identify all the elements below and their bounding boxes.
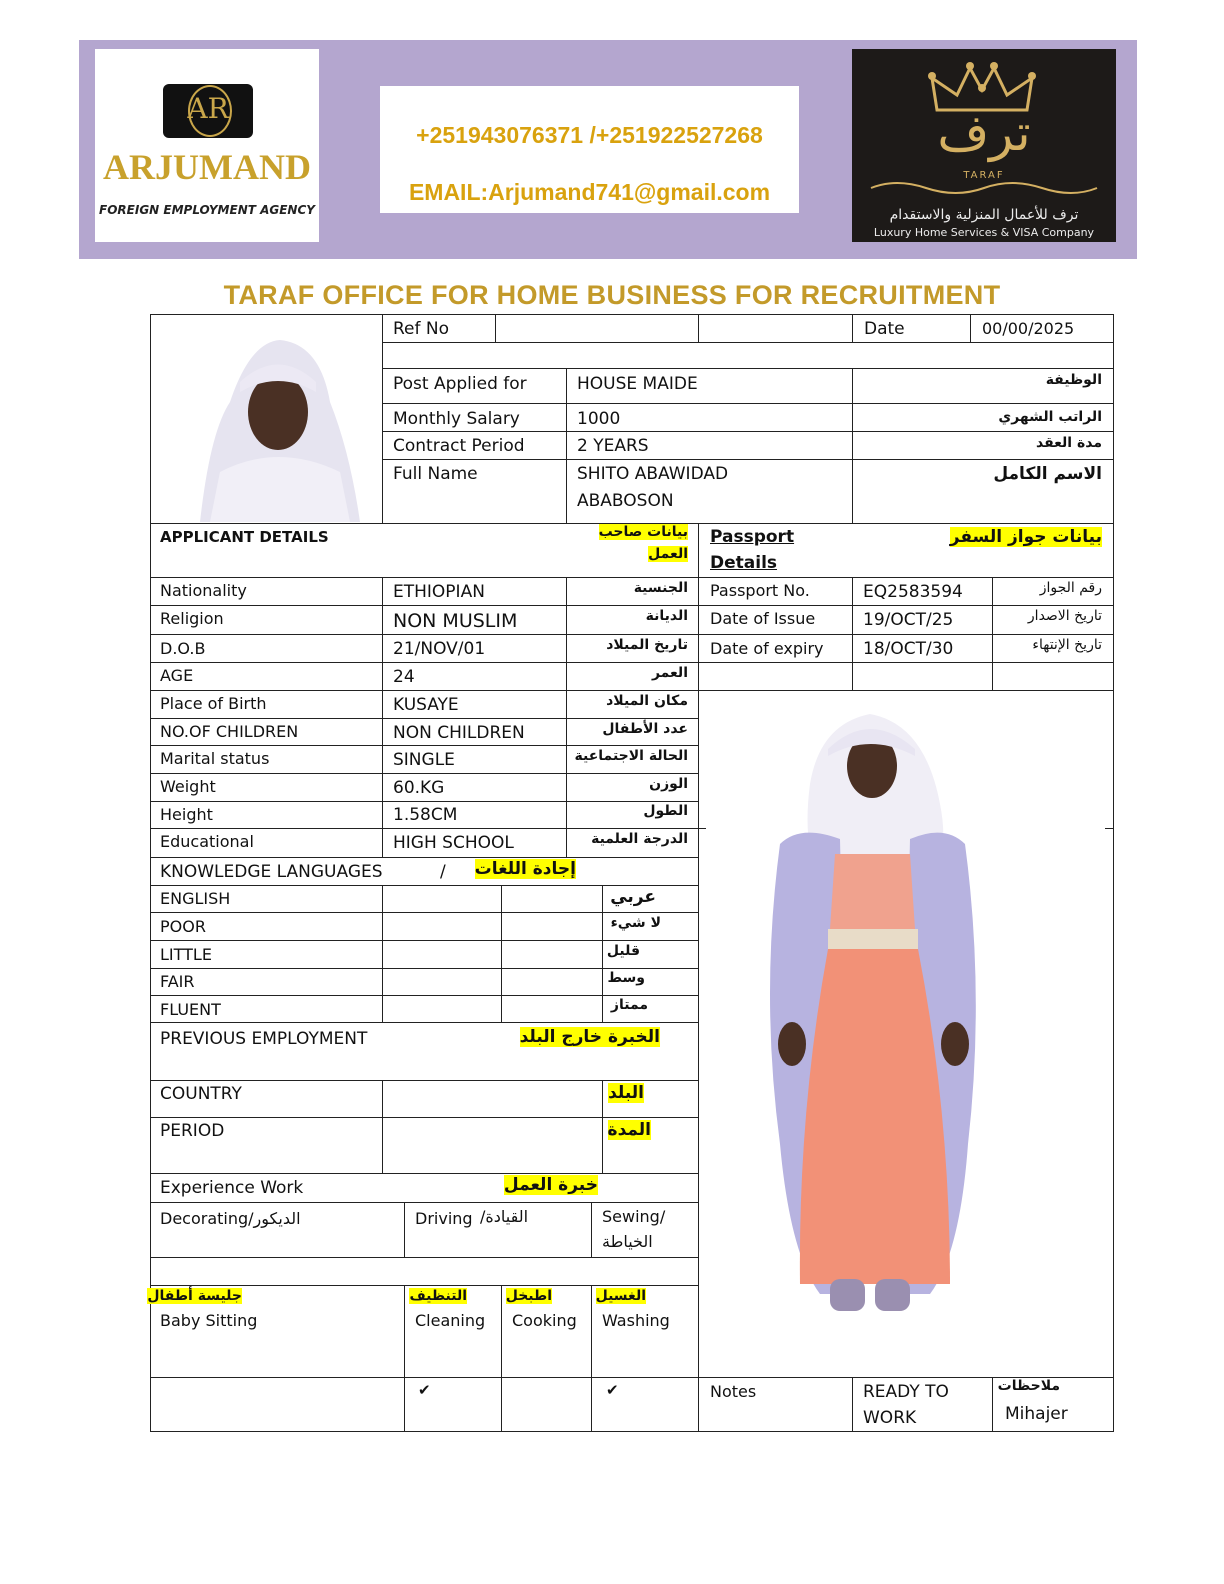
age-label: AGE — [160, 666, 194, 685]
lang-level-fair: FAIR — [160, 972, 195, 991]
full-name-label: Full Name — [393, 464, 478, 484]
check-icon-washing: ✔ — [606, 1381, 619, 1399]
applicant-full-body-photo — [710, 694, 1105, 1334]
skill-cooking: Cooking — [512, 1311, 577, 1330]
notes-label: Notes — [710, 1382, 757, 1401]
nationality-value: ETHIOPIAN — [393, 582, 485, 602]
lang-level-little-ar: قليل — [606, 943, 640, 959]
date-of-expiry-ar: تاريخ الإنتهاء — [1032, 637, 1102, 653]
previous-employment-heading: PREVIOUS EMPLOYMENT — [160, 1029, 368, 1049]
period-label: PERIOD — [160, 1121, 225, 1141]
date-of-issue-value: 19/OCT/25 — [863, 610, 954, 630]
passport-no-ar: رقم الجواز — [1039, 580, 1102, 596]
arjumand-name: ARJUMAND — [103, 147, 311, 187]
lang-english: ENGLISH — [160, 889, 231, 908]
experience-heading-ar: خبرة العمل — [503, 1175, 598, 1195]
height-label: Height — [160, 805, 213, 824]
taraf-tagline-ar: ترف للأعمال المنزلية والاستقدام — [889, 207, 1079, 223]
lang-arabic: عربي — [610, 887, 656, 907]
skill-sewing-line2: الخياطة — [602, 1232, 653, 1251]
post-applied-value: HOUSE MAIDE — [577, 374, 698, 394]
religion-ar: الديانة — [645, 608, 688, 624]
skill-driving: Driving — [415, 1209, 473, 1228]
date-label: Date — [864, 319, 905, 339]
height-value: 1.58CM — [393, 805, 458, 825]
passport-no-value: EQ2583594 — [863, 582, 963, 602]
passport-heading-2: Details — [710, 553, 778, 573]
applicant-portrait-photo — [170, 322, 370, 522]
languages-heading: KNOWLEDGE LANGUAGES — [160, 862, 383, 882]
educational-ar: الدرجة العلمية — [591, 831, 688, 847]
skill-decorating: Decorating/الديكور — [160, 1209, 301, 1228]
age-ar: العمر — [651, 665, 688, 681]
date-of-issue-label: Date of Issue — [710, 609, 816, 628]
lang-level-fluent: FLUENT — [160, 1000, 221, 1019]
passport-heading-1: Passport — [710, 527, 795, 547]
ref-no-label: Ref No — [393, 319, 450, 339]
weight-label: Weight — [160, 777, 216, 796]
monthly-salary-label: Monthly Salary — [393, 409, 520, 429]
lang-level-fluent-ar: ممتاز — [610, 997, 648, 1013]
nationality-ar: الجنسية — [633, 580, 688, 596]
ornament-icon — [866, 178, 1102, 198]
post-applied-label: Post Applied for — [393, 374, 527, 394]
skill-sewing-line1: Sewing/ — [602, 1207, 666, 1226]
skill-cleaning-ar: التنظيف — [409, 1288, 467, 1304]
passport-no-label: Passport No. — [710, 581, 810, 600]
taraf-english-logo: TARAF — [963, 170, 1005, 181]
dob-ar: تاريخ الميلاد — [606, 637, 688, 653]
period-ar: المدة — [607, 1120, 651, 1140]
skill-washing-ar: الغسيل — [595, 1288, 646, 1304]
languages-heading-ar: إجادة اللغات — [474, 859, 576, 879]
lang-level-poor: POOR — [160, 917, 206, 936]
educational-value: HIGH SCHOOL — [393, 833, 514, 853]
page-title: TARAF OFFICE FOR HOME BUSINESS FOR RECRUITMENT — [223, 280, 1001, 310]
notes-value-line1: READY TO — [863, 1382, 949, 1402]
date-value: 00/00/2025 — [982, 319, 1075, 338]
applicant-heading-ar-2: العمل — [648, 546, 688, 562]
country-ar: البلد — [608, 1083, 644, 1103]
weight-value: 60.KG — [393, 778, 445, 798]
taraf-tagline-en: Luxury Home Services & VISA Company — [873, 226, 1095, 239]
skill-babysitting-ar: جليسة أطفال — [147, 1288, 242, 1304]
contract-period-value: 2 YEARS — [577, 436, 649, 456]
notes-signature: Mihajer — [1005, 1404, 1068, 1424]
ar-monogram-text: AR — [187, 92, 229, 125]
skill-washing: Washing — [602, 1311, 670, 1330]
skill-driving-ar: /القيادة — [480, 1207, 529, 1226]
languages-slash: / — [440, 862, 446, 882]
date-of-expiry-value: 18/OCT/30 — [863, 639, 954, 659]
notes-ar: ملاحظات — [997, 1378, 1060, 1394]
place-of-birth-ar: مكان الميلاد — [606, 693, 688, 709]
nationality-label: Nationality — [160, 581, 247, 600]
age-value: 24 — [393, 667, 415, 687]
date-of-issue-ar: تاريخ الاصدار — [1027, 608, 1102, 624]
skill-cooking-ar: اطبخل — [505, 1288, 552, 1304]
monthly-salary-value: 1000 — [577, 409, 621, 429]
dob-label: D.O.B — [160, 639, 206, 658]
place-of-birth-label: Place of Birth — [160, 694, 267, 713]
application-form — [147, 314, 1114, 1432]
religion-label: Religion — [160, 609, 224, 628]
place-of-birth-value: KUSAYE — [393, 695, 459, 715]
post-applied-ar: الوظيفة — [1045, 372, 1102, 388]
skill-babysitting: Baby Sitting — [160, 1311, 258, 1330]
lang-level-fair-ar: وسط — [607, 970, 645, 986]
children-ar: عدد الأطفال — [602, 721, 688, 737]
lang-level-poor-ar: لا شيء — [610, 915, 661, 931]
experience-heading: Experience Work — [160, 1178, 304, 1198]
weight-ar: الوزن — [649, 776, 688, 792]
email-address: EMAIL:Arjumand741@gmail.com — [408, 179, 771, 205]
previous-employment-ar: الخبرة خارج البلد — [519, 1027, 660, 1047]
agency-subtitle: FOREIGN EMPLOYMENT AGENCY — [99, 203, 315, 217]
dob-value: 21/NOV/01 — [393, 639, 486, 659]
marital-status-value: SINGLE — [393, 750, 455, 770]
children-label: NO.OF CHILDREN — [160, 722, 299, 741]
religion-value: NON MUSLIM — [393, 610, 518, 632]
contract-period-label: Contract Period — [393, 436, 525, 456]
country-label: COUNTRY — [160, 1084, 242, 1104]
monthly-salary-ar: الراتب الشهري — [998, 409, 1102, 425]
educational-label: Educational — [160, 832, 254, 851]
date-of-expiry-label: Date of expiry — [710, 639, 824, 658]
children-value: NON CHILDREN — [393, 723, 525, 743]
lang-level-little: LITTLE — [160, 945, 212, 964]
full-name-ar: الاسم الكامل — [993, 464, 1102, 484]
taraf-arabic-logo: ترف — [937, 104, 1031, 162]
skill-cleaning: Cleaning — [415, 1311, 486, 1330]
check-icon-cleaning: ✔ — [418, 1381, 431, 1399]
notes-value-line2: WORK — [863, 1408, 917, 1428]
passport-heading-ar: بيانات جواز السفر — [949, 527, 1102, 547]
full-name-line2: ABABOSON — [577, 491, 674, 511]
marital-status-ar: الحالة الاجتماعية — [574, 748, 688, 764]
marital-status-label: Marital status — [160, 749, 270, 768]
applicant-details-heading: APPLICANT DETAILS — [160, 528, 329, 546]
phone-numbers: +251943076371 /+251922527268 — [416, 122, 763, 148]
full-name-line1: SHITO ABAWIDAD — [577, 464, 729, 484]
contract-period-ar: مدة العقد — [1035, 435, 1102, 451]
applicant-heading-ar-1: بيانات صاحب — [598, 524, 688, 540]
height-ar: الطول — [643, 803, 688, 819]
